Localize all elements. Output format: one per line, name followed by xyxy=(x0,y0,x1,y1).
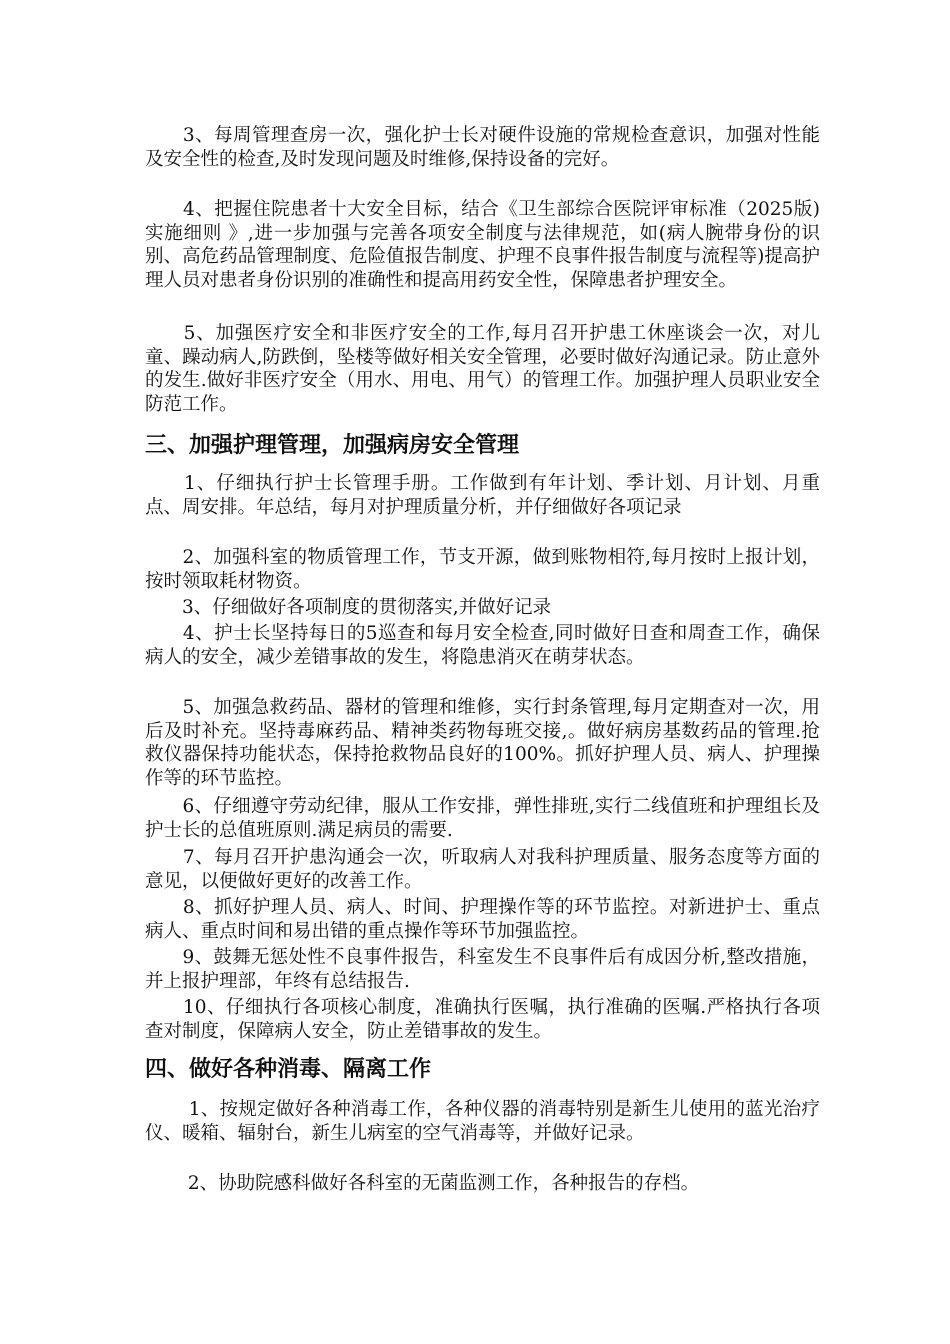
paragraph-3-9: 9、鼓舞无惩处性不良事件报告，科室发生不良事件后有成因分析,整改措施，并上报护理部，年终有总结报告. xyxy=(145,947,820,992)
paragraph-3-10: 10、仔细执行各项核心制度，准确执行医嘱，执行准确的医嘱.严格执行各项查对制度，保障病人安全，防止差错事故的发生。 xyxy=(145,997,820,1042)
paragraph-2-4: 4、把握住院患者十大安全目标，结合《卫生部综合医院评审标准（2025版)实施细则 》,进一步加强与完善各项安全制度与法律规范，如(病人腕带身份的识别、高危药品管理制度、危险值报告制度、护理不良事件报告制度与流程等)提高护理人员对患者身份识别的准确性和提高用药安全性，保障患者护理安全。 xyxy=(145,199,820,291)
paragraph-3-1: 1、仔细执行护士长管理手册。工作做到有年计划、季计划、月计划、月重点、周安排。年总结，每月对护理质量分析，并仔细做好各项记录 xyxy=(145,473,820,518)
section-four-heading: 四、做好各种消毒、隔离工作 xyxy=(145,1057,432,1082)
paragraph-2-3: 3、每周管理查房一次，强化护士长对硬件设施的常规检查意识，加强对性能及安全性的检查,及时发现问题及时维修,保持设备的完好。 xyxy=(145,125,820,170)
paragraph-3-7: 7、每月召开护患沟通会一次，听取病人对我科护理质量、服务态度等方面的意见，以便做好更好的改善工作。 xyxy=(145,847,820,892)
paragraph-4-2: 2、协助院感科做好各科室的无菌监测工作，各种报告的存档。 xyxy=(145,1173,700,1194)
paragraph-3-4: 4、护士长坚持每日的5巡查和每月安全检查,同时做好日查和周查工作，确保病人的安全，减少差错事故的发生，将隐患消灭在萌芽状态。 xyxy=(145,623,820,668)
paragraph-3-3: 3、仔细做好各项制度的贯彻落实,并做好记录 xyxy=(145,597,552,618)
paragraph-4-1: 1、按规定做好各种消毒工作，各种仪器的消毒特别是新生儿使用的蓝光治疗仪、暖箱、辐射台，新生儿病室的空气消毒等，并做好记录。 xyxy=(145,1099,820,1144)
paragraph-2-5: 5、加强医疗安全和非医疗安全的工作,每月召开护患工休座谈会一次，对儿童、躁动病人,防跌倒，坠楼等做好相关安全管理，必要时做好沟通记录。防止意外的发生.做好非医疗安全（用水、用电、用气）的管理工作。加强护理人员职业安全防范工作。 xyxy=(145,323,820,415)
paragraph-3-2: 2、加强科室的物质管理工作，节支开源，做到账物相符,每月按时上报计划，按时领取耗材物资。 xyxy=(145,547,820,592)
paragraph-3-8: 8、抓好护理人员、病人、时间、护理操作等的环节监控。对新进护士、重点病人、重点时间和易出错的重点操作等环节加强监控。 xyxy=(145,897,820,942)
paragraph-3-5: 5、加强急救药品、器材的管理和维修，实行封条管理,每月定期查对一次，用后及时补充。坚持毒麻药品、精神类药物每班交接,。做好病房基数药品的管理.抢救仪器保持功能状态，保持抢救物品良好的100%。抓好护理人员、病人、护理操作等的环节监控。 xyxy=(145,697,820,789)
paragraph-3-6: 6、仔细遵守劳动纪律，服从工作安排，弹性排班,实行二线值班和护理组长及护士长的总值班原则.满足病员的需要. xyxy=(145,796,820,841)
section-three-heading: 三、加强护理管理，加强病房安全管理 xyxy=(145,433,520,458)
